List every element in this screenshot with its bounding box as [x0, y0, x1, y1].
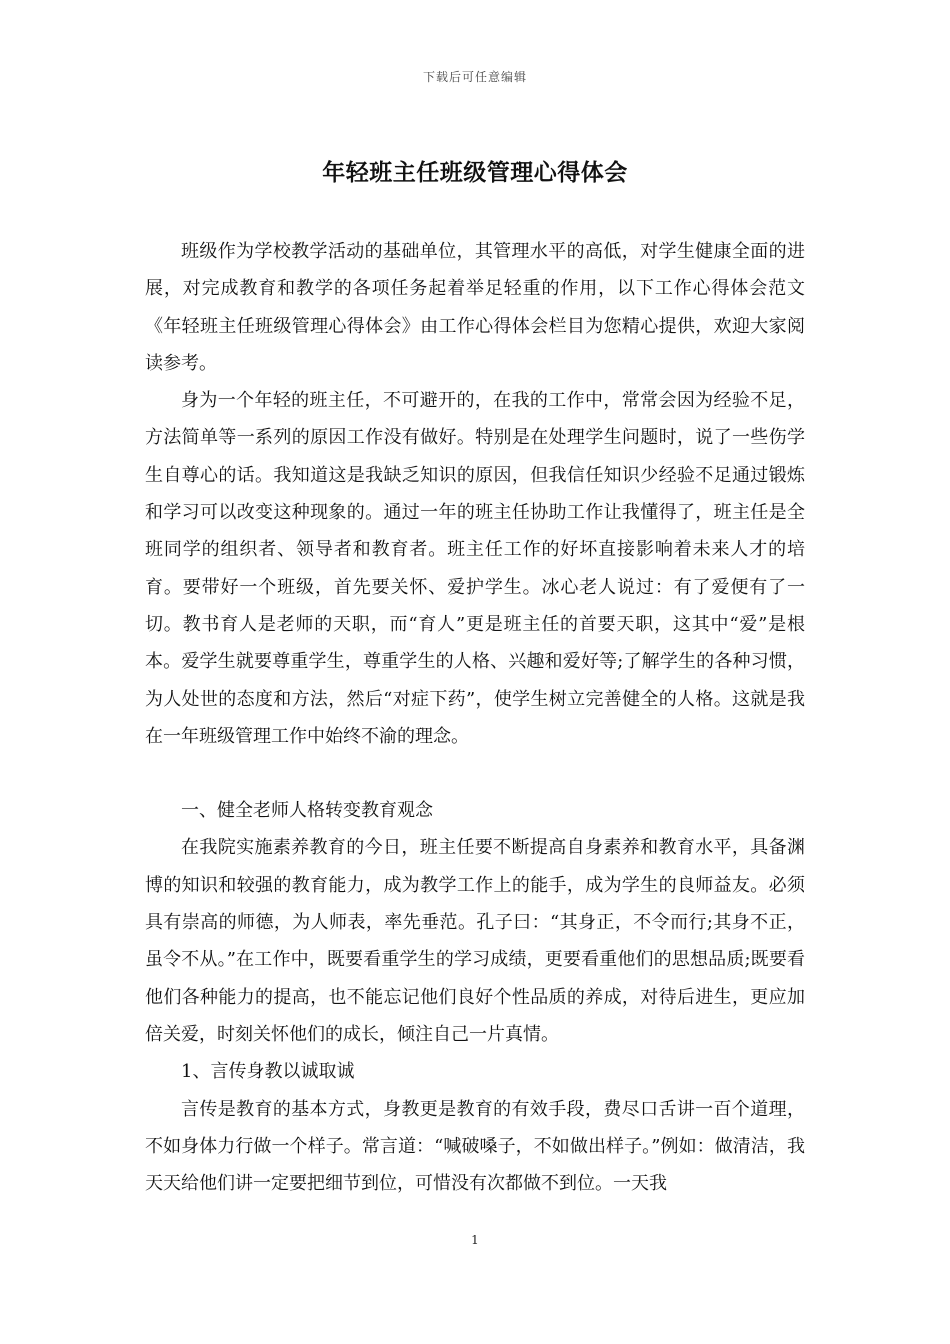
intro-paragraph: 班级作为学校教学活动的基础单位，其管理水平的高低，对学生健康全面的进展，对完成教育和教学的各项任务起着举足轻重的作用，以下工作心得体会范文《年轻班主任班级管理心得体会》由工作心得体会栏目为您精心提供，欢迎大家阅读参考。 — [145, 241, 805, 374]
document-title: 年轻班主任班级管理心得体会 — [322, 159, 628, 186]
subsection-heading: 1、言传身教以诚取诚 — [181, 1061, 355, 1083]
document-body — [145, 233, 805, 1202]
paragraph-gap — [145, 755, 805, 792]
body-paragraph: 身为一个年轻的班主任，不可避开的，在我的工作中，常常会因为经验不足，方法简单等一系列的原因工作没有做好。特别是在处理学生问题时，说了一些伤学生自尊心的话。我知道这是我缺乏知识的原因，但我信任知识少经验不足通过锻炼和学习可以改变这种现象的。通过一年的班主任协助工作让我懂得了，班主任是全班同学的组织者、领导者和教育者。班主任工作的好坏直接影响着未来人才的培育。要带好一个班级，首先要关怀、爱护学生。冰心老人说过：有了爱便有了一切。教书育人是老师的天职，而“育人”更是班主任的首要天职，这其中“爱”是根本。爱学生就要尊重学生，尊重学生的人格、兴趣和爱好等;了解学生的各种习惯，为人处世的态度和方法，然后“对症下药”，使学生树立完善健全的人格。这就是我在一年班级管理工作中始终不渝的理念。 — [145, 390, 805, 747]
section-heading: 一、健全老师人格转变教育观念 — [181, 800, 433, 822]
section-paragraph: 在我院实施素养教育的今日，班主任要不断提高自身素养和教育水平，具备渊博的知识和较强的教育能力，成为教学工作上的能手，成为学生的良师益友。必须具有崇高的师德，为人师表，率先垂范。孔子曰：“其身正，不令而行;其身不正，虽令不从。”在工作中，既要看重学生的学习成绩，更要看重他们的思想品质;既要看他们各种能力的提高，也不能忘记他们良好个性品质的养成，对待后进生，更应加倍关爱，时刻关怀他们的成长，倾注自己一片真情。 — [145, 837, 805, 1045]
page-number: 1 — [471, 1233, 479, 1247]
header-note: 下载后可任意编辑 — [422, 70, 527, 84]
subsection-paragraph: 言传是教育的基本方式，身教更是教育的有效手段，费尽口舌讲一百个道理，不如身体力行做一个样子。常言道：“喊破嗓子，不如做出样子。”例如：做清洁，我天天给他们讲一定要把细节到位，可惜没有次都做不到位。一天我 — [145, 1098, 805, 1195]
